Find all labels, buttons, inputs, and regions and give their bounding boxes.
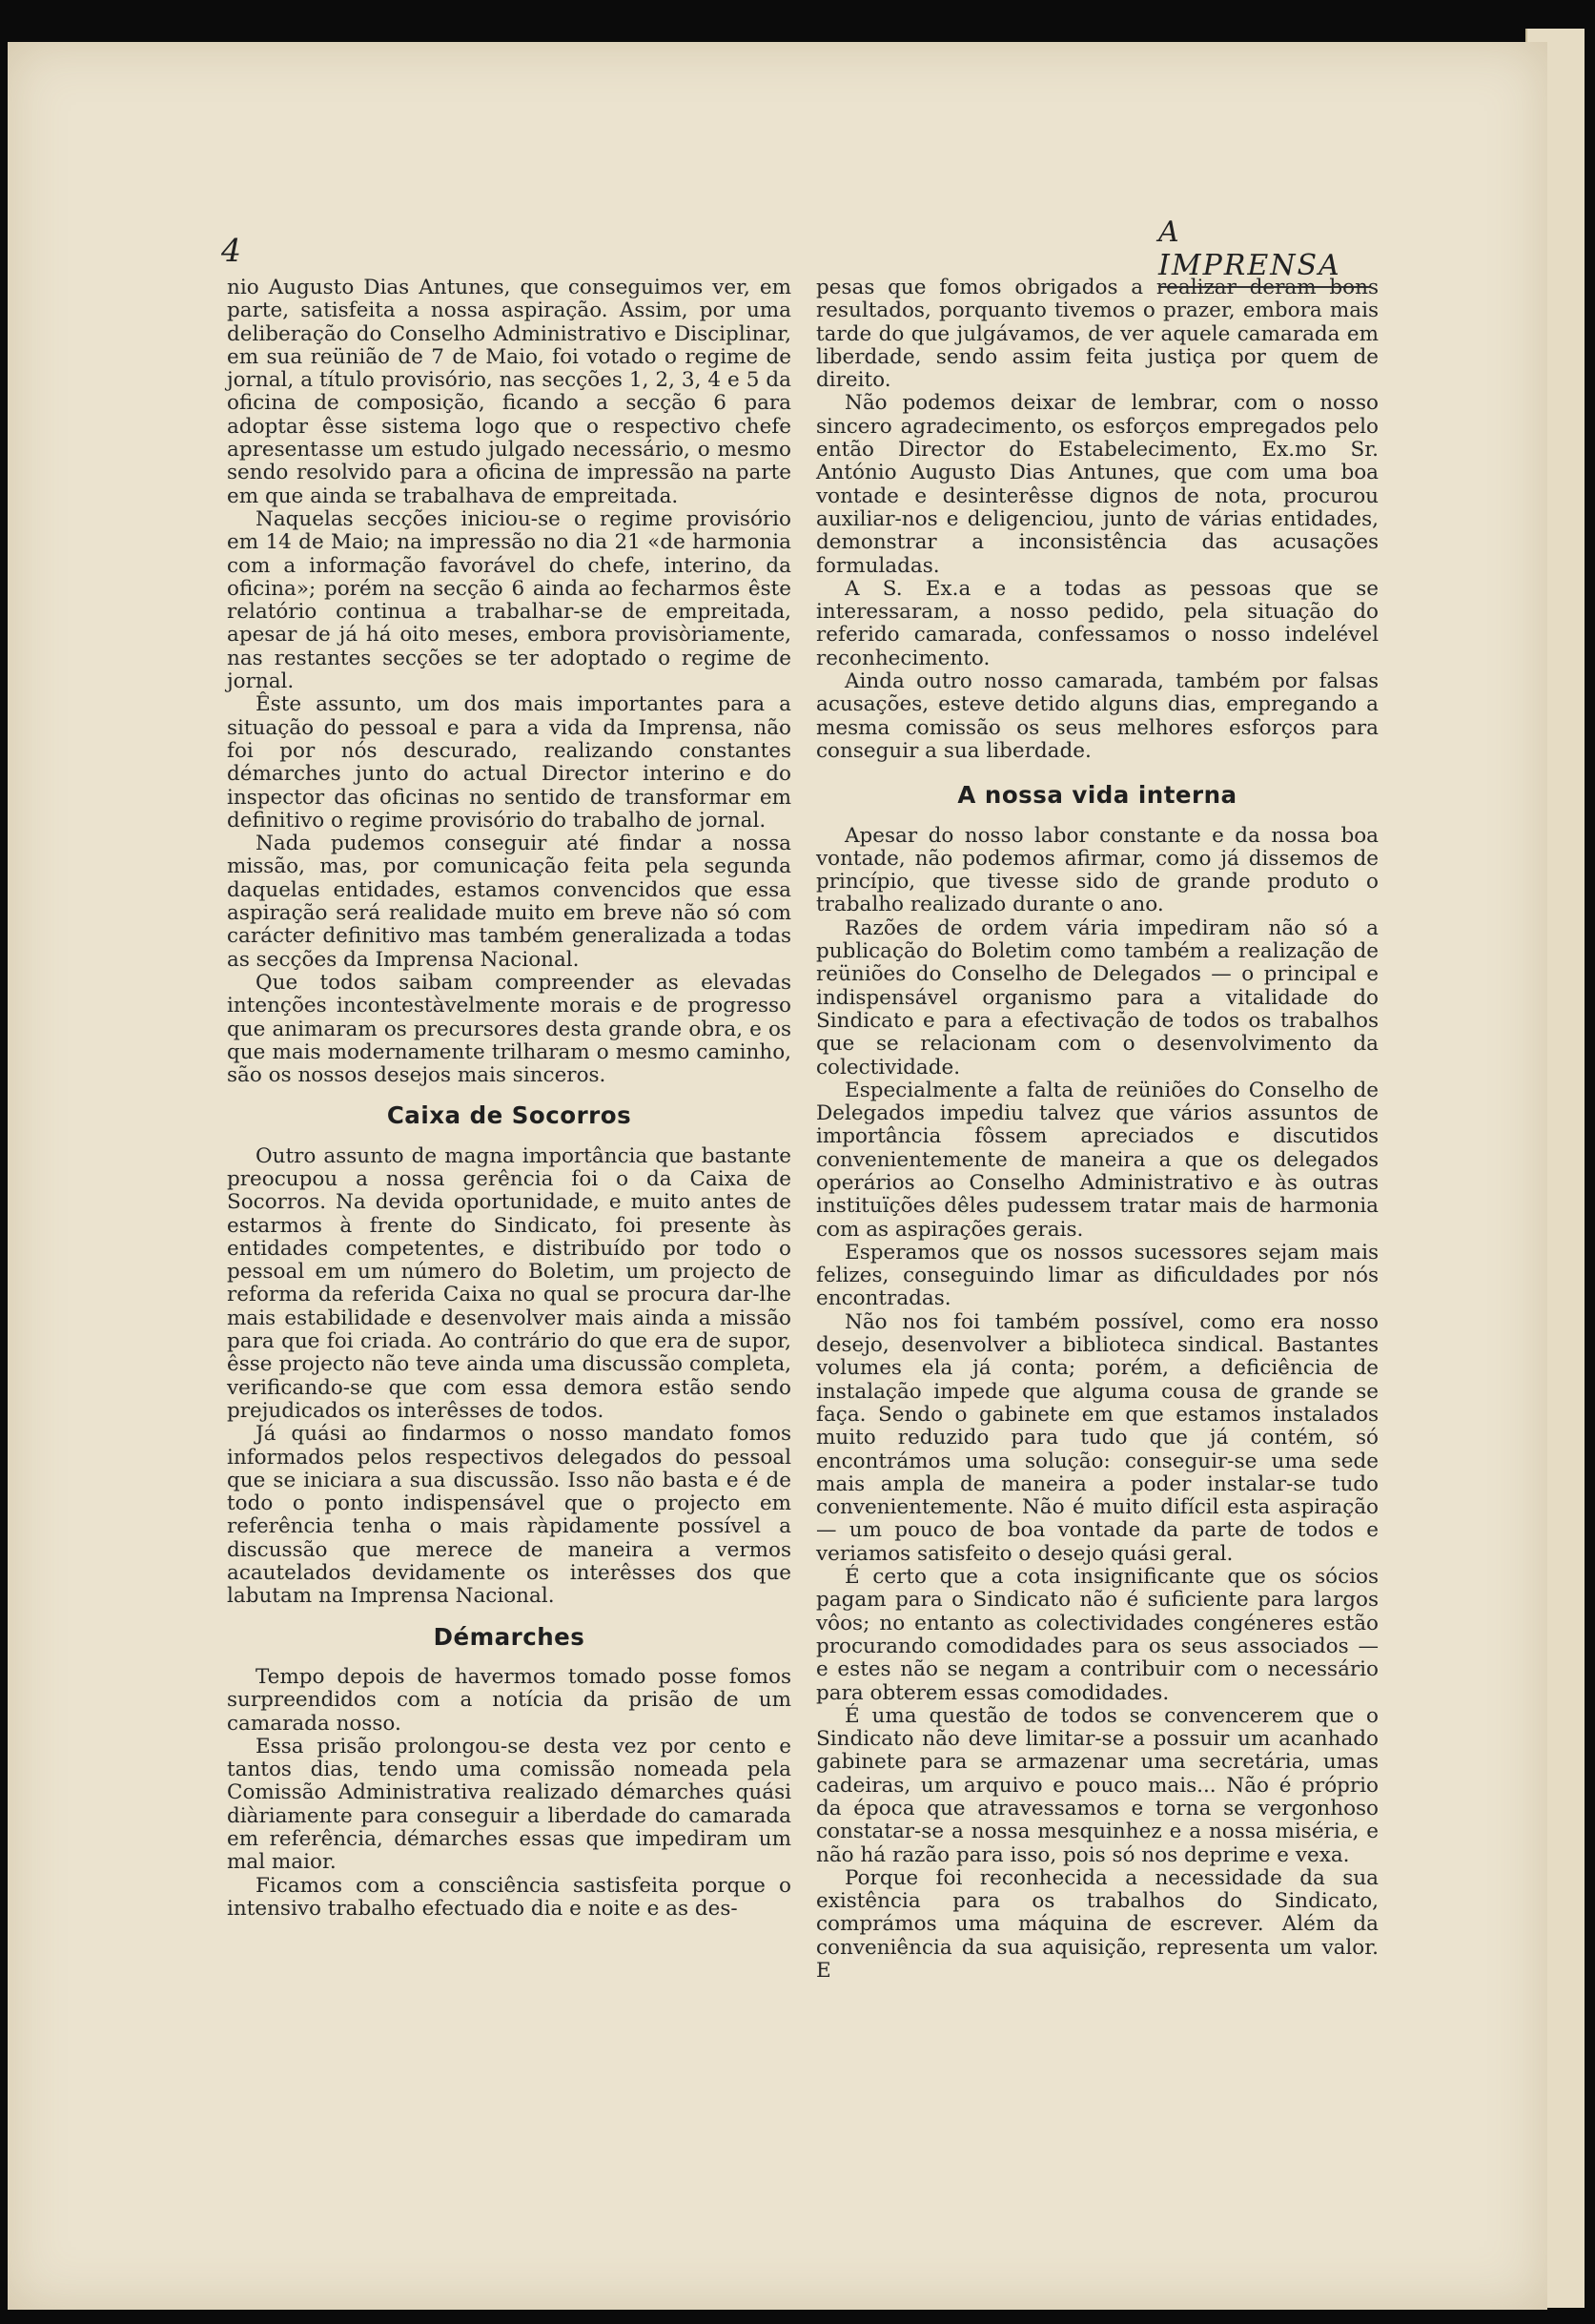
paragraph: Porque foi reconhecida a necessidade da sua existência para os trabalhos do Sindicato, comprámos uma máquina de escrever. Além da conveniência da sua aquisição, representa um valor. E <box>816 1865 1379 1984</box>
paragraph: Ainda outro nosso camarada, também por falsas acusações, esteve detido alguns dias, empregando a mesma comissão os seus melhores esforços para conseguir a sua liberdade. <box>816 669 1379 763</box>
paragraph: Não podemos deixar de lembrar, com o nosso sincero agradecimento, os esforços empregados pelo então Director do Estabelecimento, Ex.mo Sr. António Augusto Dias Antunes, que com uma boa vontade e desinterêsse dignos de nota, procurou auxiliar-nos e deligenciou, junto de várias entidades, demonstrar a inconsistência das acusações formuladas. <box>816 391 1379 578</box>
paragraph: Nada pudemos conseguir até findar a nossa missão, mas, por comunicação feita pela segunda daquelas entidades, estamos convencidos que essa aspiração será realidade muito em breve não só com carácter definitivo mas também generalizada a todas as secções da Imprensa Nacional. <box>227 832 791 972</box>
page-number: 4 <box>221 232 241 269</box>
paragraph: nio Augusto Dias Antunes, que conseguimos ver, em parte, satisfeita a nossa aspiração. Assim, por uma deliberação do Conselho Administrativo e Disciplinar, em sua reünião de 7 de Maio, foi votado o regime de jornal, a título provisório, nas secções 1, 2, 3, 4 e 5 da oficina de composição, ficando a secção 6 para adoptar êsse sistema logo que o respectivo chefe apresentasse um estudo julgado necessário, o mesmo sendo resolvido para a oficina de impressão na parte em que ainda se trabalhava de empreitada. <box>227 276 791 508</box>
paragraph: Naquelas secções iniciou-se o regime provisório em 14 de Maio; na impressão no dia 21 «de harmonia com a informação favorável do chefe, interino, da oficina»; porém na secção 6 ainda ao fecharmos êste relatório continua a trabalhar-se de empreitada, apesar de já há oito meses, embora provisòriamente, nas restantes secções se ter adoptado o regime de jornal. <box>227 506 791 694</box>
paragraph: Essa prisão prolongou-se desta vez por cento e tantos dias, tendo uma comissão nomeada pela Comissão Administrativa realizado démarches quási diàriamente para conseguir a liberdade do camarada em referência, démarches essas que impediram um mal maior. <box>227 1734 791 1875</box>
paragraph: Já quási ao findarmos o nosso mandato fomos informados pelos respectivos delegados do pessoal que se iniciara a sua discussão. Isso não basta e é de todo o ponto indispensável que o projecto em referência tenha o mais ràpidamente possível a discussão que merece de maneira a vermos acautelados devidamente os interêsses dos que labutam na Imprensa Nacional. <box>227 1422 791 1609</box>
section-heading-vida-interna: A nossa vida interna <box>957 781 1237 810</box>
paragraph: Tempo depois de havermos tomado posse fomos surpreendidos com a notícia da prisão de um camarada nosso. <box>227 1664 791 1736</box>
paragraph: Outro assunto de magna importância que bastante preocupou a nossa gerência foi o da Caixa de Socorros. Na devida oportunidade, e muito antes de estarmos à frente do Sindicato, foi presente às entidades competentes, e distribuído por todo o pessoal em um número do Boletim, um projecto de reforma da referida Caixa no qual se procura dar-lhe mais estabilidade e desenvolver mais ainda a missão para que foi criada. Ao contrário do que era de supor, êsse projecto não teve ainda uma discussão completa, verificando-se que com essa demora estão sendo prejudicados os interêsses de todos. <box>227 1143 791 1423</box>
paragraph: Que todos saibam compreender as elevadas intenções incontestàvelmente morais e de progresso que animaram os precursores desta grande obra, e os que mais modernamente trilharam o mesmo caminho, são os nossos desejos mais sinceros. <box>227 970 791 1088</box>
paragraph: Esperamos que os nossos sucessores sejam mais felizes, conseguindo limar as dificuldades por nós encontradas. <box>816 1240 1379 1311</box>
section-heading-caixa: Caixa de Socorros <box>386 1101 632 1130</box>
left-column <box>227 277 791 1921</box>
paragraph: É certo que a cota insignificante que os sócios pagam para o Sindicato não é suficiente para largos vôos; no entanto as colectividades congéneres estão procurando comodidades para os seus associados — e estes não se negam a contribuir com o necessário para obterem essas comodidades. <box>816 1565 1379 1705</box>
section-heading-demarches: Démarches <box>433 1622 585 1651</box>
paragraph: Êste assunto, um dos mais importantes para a situação do pessoal e para a vida da Imprensa, não foi por nós descurado, realizando constantes démarches junto do actual Director interino e do inspector das oficinas no sentido de transformar em definitivo o regime provisório do trabalho de jornal. <box>227 692 791 833</box>
paragraph: É uma questão de todos se convencerem que o Sindicato não deve limitar-se a possuir um acanhado gabinete para se armazenar uma secretária, umas cadeiras, um arquivo e pouco mais... Não é próprio da época que atravessamos e torna se vergonhoso constatar-se a nossa mesquinhez e a nossa miséria, e não há razão para isso, pois só nos deprime e vexa. <box>816 1703 1379 1867</box>
paragraph: A S. Ex.a e a todas as pessoas que se interessaram, a nosso pedido, pela situação do referido camarada, confessamos o nosso indelével reconhecimento. <box>816 576 1379 670</box>
paragraph: Especialmente a falta de reüniões do Conselho de Delegados impediu talvez que vários assuntos de importância fôssem apreciados e discutidos convenientemente de maneira a que os delegados operários ao Conselho Administrativo e às outras instituïções dêles pudessem tratar mais de harmonia com as aspirações gerais. <box>816 1078 1379 1242</box>
right-column <box>816 277 1379 1983</box>
paragraph: Apesar do nosso labor constante e da nossa boa vontade, não podemos afirmar, como já dissemos de princípio, que tivesse sido de grande produto o trabalho realizado durante o ano. <box>816 823 1379 917</box>
paragraph: Não nos foi também possível, como era nosso desejo, desenvolver a biblioteca sindical. Bastantes volumes ela já conta; porém, a deficiência de instalação impede que alguma cousa de grande se faça. Sendo o gabinete em que estamos instalados muito reduzido para tudo que já contém, só encontrámos uma solução: conseguir-se uma sede mais ampla de maneira a poder instalar-se tudo convenientemente. Não é muito difícil esta aspiração — um pouco de boa vontade da parte de todos e veriamos satisfeito o desejo quási geral. <box>816 1309 1379 1566</box>
running-title: A IMPRENSA <box>1158 216 1370 288</box>
paragraph: Ficamos com a consciência sastisfeita porque o intensivo trabalho efectuado dia e noite e as des- <box>227 1873 791 1921</box>
paragraph: Razões de ordem vária impediram não só a publicação do Boletim como também a realização de reüniões do Conselho de Delegados — o principal e indispensável organismo para a vitalidade do Sindicato e para a efectivação de todos os trabalhos que se relacionam com o desenvolvimento da colectividade. <box>816 915 1379 1080</box>
paragraph: pesas que fomos obrigados a realizar deram bons resultados, porquanto tivemos o prazer, embora mais tarde do que julgávamos, de ver aquele camarada em liberdade, sendo assim feita justiça por quem de direito. <box>816 276 1379 393</box>
